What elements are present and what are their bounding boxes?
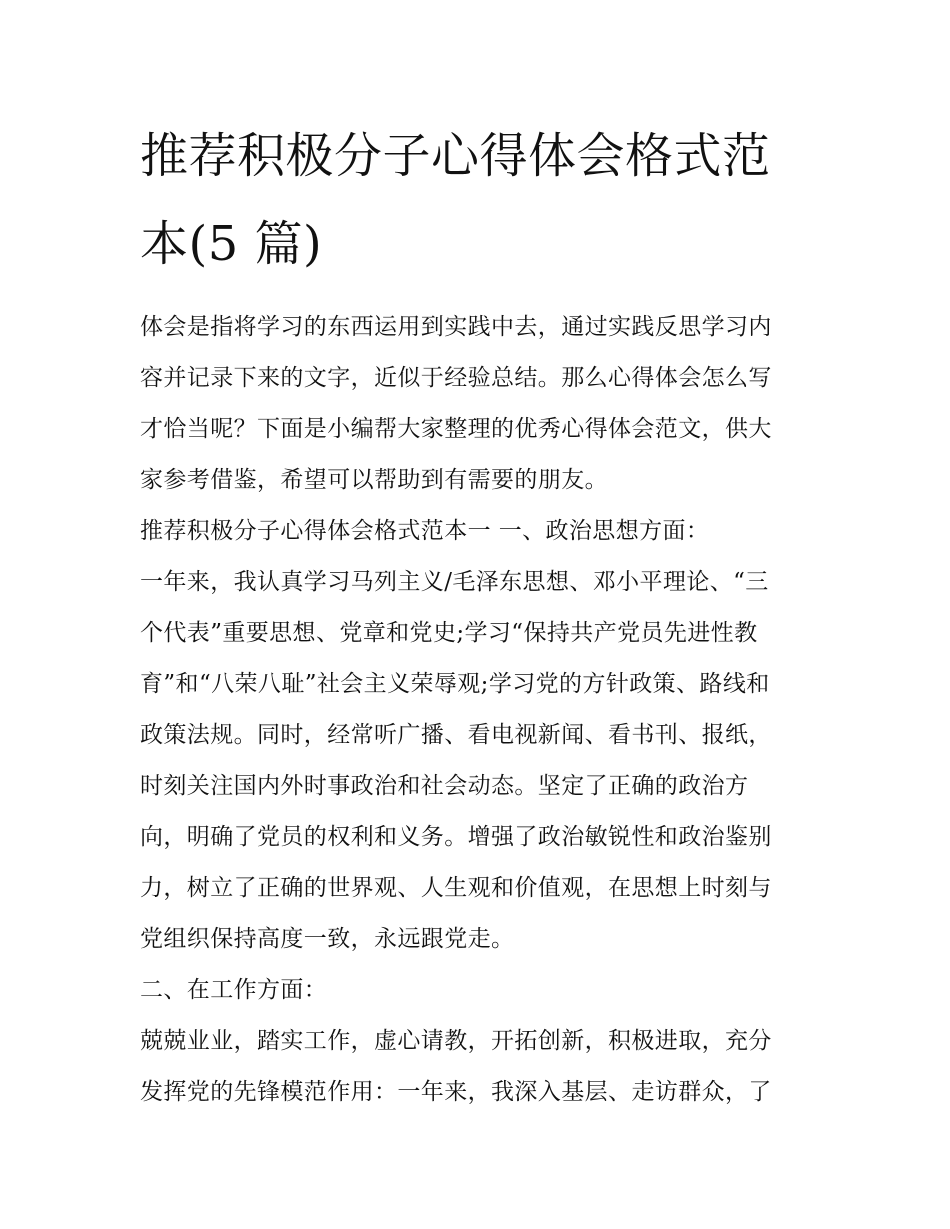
document-content	[140, 112, 812, 1118]
body-line: 兢兢业业，踏实工作，虚心请教，开拓创新，积极进取，充分	[140, 1028, 772, 1054]
section-heading: 推荐积极分子心得体会格式范本一 一、政治思想方面：	[140, 518, 710, 544]
body-line: 向，明确了党员的权利和义务。增强了政治敏锐性和政治鉴别	[140, 824, 772, 850]
body-line: 家参考借鉴，希望可以帮助到有需要的朋友。	[140, 467, 608, 493]
body-line: 力，树立了正确的世界观、人生观和价值观，在思想上时刻与	[140, 875, 772, 901]
body-line: 发挥党的先锋模范作用：一年来，我深入基层、走访群众，了	[140, 1079, 772, 1105]
title-line-2: 本(5 篇)	[140, 216, 323, 272]
body-line: 个代表”重要思想、党章和党史;学习“保持共产党员先进性教	[140, 620, 758, 646]
section-heading: 二、在工作方面：	[140, 977, 328, 1003]
body-line: 政策法规。同时，经常听广播、看电视新闻、看书刊、报纸，	[140, 722, 772, 748]
body-line: 体会是指将学习的东西运用到实践中去，通过实践反思学习内	[140, 314, 772, 340]
body-line: 育”和“八荣八耻”社会主义荣辱观;学习党的方针政策、路线和	[140, 671, 770, 697]
body-line: 才恰当呢？下面是小编帮大家整理的优秀心得体会范文，供大	[140, 416, 772, 442]
body-line: 时刻关注国内外时事政治和社会动态。坚定了正确的政治方	[140, 773, 749, 799]
document-body	[140, 302, 812, 1118]
body-line: 容并记录下来的文字，近似于经验总结。那么心得体会怎么写	[140, 365, 772, 391]
body-line: 一年来，我认真学习马列主义/毛泽东思想、邓小平理论、“三	[140, 569, 769, 595]
document-title	[140, 112, 812, 288]
title-line-1: 推荐积极分子心得体会格式范	[140, 128, 771, 184]
body-line: 党组织保持高度一致，永远跟党走。	[140, 926, 515, 952]
